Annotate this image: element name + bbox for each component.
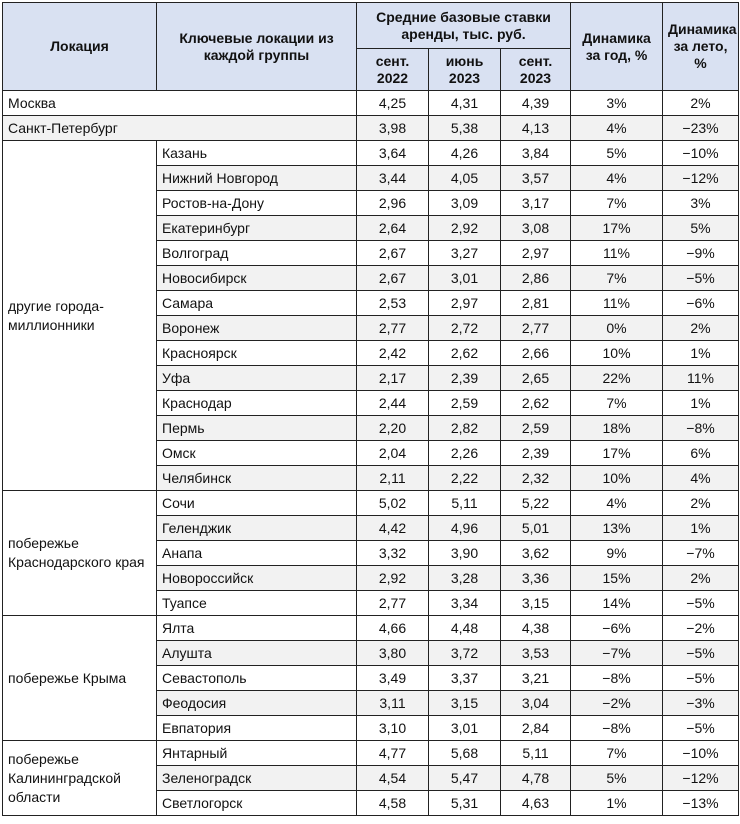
city-name: Воронеж: [157, 316, 357, 341]
value-sep-2023: 2,59: [501, 416, 571, 441]
value-sep-2023: 3,08: [501, 216, 571, 241]
city-name: Феодосия: [157, 691, 357, 716]
value-sep-2022: 3,11: [357, 691, 429, 716]
value-sep-2022: 4,54: [357, 766, 429, 791]
value-sep-2022: 2,53: [357, 291, 429, 316]
dynamics-summer: 5%: [663, 216, 739, 241]
dynamics-summer: −5%: [663, 716, 739, 741]
dynamics-year: 1%: [571, 791, 663, 816]
dynamics-summer: −12%: [663, 766, 739, 791]
dynamics-summer: −2%: [663, 616, 739, 641]
value-sep-2023: 3,36: [501, 566, 571, 591]
value-sep-2023: 3,17: [501, 191, 571, 216]
dynamics-year: 18%: [571, 416, 663, 441]
value-sep-2023: 5,11: [501, 741, 571, 766]
dynamics-year: 10%: [571, 341, 663, 366]
table-row: [3, 141, 739, 166]
value-sep-2023: 4,38: [501, 616, 571, 641]
dynamics-year: −7%: [571, 641, 663, 666]
value-sep-2023: 4,13: [501, 116, 571, 141]
table-row: [3, 91, 739, 116]
dynamics-summer: −23%: [663, 116, 739, 141]
dynamics-summer: −5%: [663, 266, 739, 291]
value-jun-2023: 3,01: [429, 266, 501, 291]
dynamics-summer: 4%: [663, 466, 739, 491]
value-sep-2022: 2,92: [357, 566, 429, 591]
value-jun-2023: 5,11: [429, 491, 501, 516]
value-jun-2023: 3,34: [429, 591, 501, 616]
location-name: Москва: [3, 91, 357, 116]
dynamics-year: −6%: [571, 616, 663, 641]
value-sep-2022: 2,64: [357, 216, 429, 241]
dynamics-year: 15%: [571, 566, 663, 591]
value-sep-2023: 3,57: [501, 166, 571, 191]
table-row: [3, 741, 739, 766]
value-jun-2023: 5,47: [429, 766, 501, 791]
value-sep-2022: 5,02: [357, 491, 429, 516]
value-sep-2022: 3,44: [357, 166, 429, 191]
value-jun-2023: 5,38: [429, 116, 501, 141]
city-name: Новосибирск: [157, 266, 357, 291]
value-sep-2023: 3,21: [501, 666, 571, 691]
city-name: Екатеринбург: [157, 216, 357, 241]
dynamics-year: 13%: [571, 516, 663, 541]
dynamics-year: 0%: [571, 316, 663, 341]
header-key-locations: Ключевые локации из каждой группы: [157, 3, 357, 91]
dynamics-year: 4%: [571, 166, 663, 191]
city-name: Туапсе: [157, 591, 357, 616]
value-sep-2022: 2,04: [357, 441, 429, 466]
header-period-sep-2022: сент. 2022: [357, 49, 429, 91]
header-period-jun-2023: июнь 2023: [429, 49, 501, 91]
value-jun-2023: 3,09: [429, 191, 501, 216]
value-jun-2023: 3,28: [429, 566, 501, 591]
dynamics-summer: 11%: [663, 366, 739, 391]
group-name: другие города-миллионники: [3, 141, 157, 491]
header-location: Локация: [3, 3, 157, 91]
city-name: Казань: [157, 141, 357, 166]
value-sep-2023: 2,77: [501, 316, 571, 341]
dynamics-year: 4%: [571, 116, 663, 141]
value-sep-2023: 5,01: [501, 516, 571, 541]
value-sep-2022: 2,77: [357, 316, 429, 341]
value-sep-2023: 2,65: [501, 366, 571, 391]
value-sep-2022: 4,58: [357, 791, 429, 816]
table-body: [3, 91, 739, 816]
group-name: побережье Крыма: [3, 616, 157, 741]
city-name: Нижний Новгород: [157, 166, 357, 191]
city-name: Анапа: [157, 541, 357, 566]
group-name: побережье Калининградской области: [3, 741, 157, 816]
value-sep-2022: 4,25: [357, 91, 429, 116]
header-dynamics-summer: Динамика за лето, %: [663, 3, 739, 91]
dynamics-summer: 1%: [663, 391, 739, 416]
value-sep-2023: 2,81: [501, 291, 571, 316]
value-jun-2023: 2,62: [429, 341, 501, 366]
value-jun-2023: 3,01: [429, 716, 501, 741]
dynamics-year: 17%: [571, 216, 663, 241]
city-name: Красноярск: [157, 341, 357, 366]
dynamics-summer: 6%: [663, 441, 739, 466]
city-name: Ростов-на-Дону: [157, 191, 357, 216]
dynamics-year: 14%: [571, 591, 663, 616]
value-sep-2022: 4,66: [357, 616, 429, 641]
dynamics-year: 11%: [571, 241, 663, 266]
rent-rates-table: [2, 2, 739, 816]
city-name: Сочи: [157, 491, 357, 516]
dynamics-summer: −9%: [663, 241, 739, 266]
group-name: побережье Краснодарского края: [3, 491, 157, 616]
dynamics-year: 4%: [571, 491, 663, 516]
location-name: Санкт-Петербург: [3, 116, 357, 141]
value-sep-2022: 3,10: [357, 716, 429, 741]
city-name: Севастополь: [157, 666, 357, 691]
dynamics-year: 7%: [571, 191, 663, 216]
city-name: Новороссийск: [157, 566, 357, 591]
value-sep-2023: 2,62: [501, 391, 571, 416]
value-jun-2023: 2,59: [429, 391, 501, 416]
dynamics-year: 3%: [571, 91, 663, 116]
dynamics-summer: 2%: [663, 91, 739, 116]
value-sep-2022: 4,77: [357, 741, 429, 766]
value-sep-2022: 4,42: [357, 516, 429, 541]
value-sep-2023: 3,04: [501, 691, 571, 716]
value-sep-2023: 3,15: [501, 591, 571, 616]
city-name: Волгоград: [157, 241, 357, 266]
city-name: Геленджик: [157, 516, 357, 541]
dynamics-summer: −3%: [663, 691, 739, 716]
dynamics-summer: 1%: [663, 516, 739, 541]
dynamics-year: 7%: [571, 266, 663, 291]
city-name: Краснодар: [157, 391, 357, 416]
value-sep-2022: 2,20: [357, 416, 429, 441]
value-sep-2023: 2,84: [501, 716, 571, 741]
value-sep-2023: 2,86: [501, 266, 571, 291]
value-jun-2023: 2,97: [429, 291, 501, 316]
value-jun-2023: 3,27: [429, 241, 501, 266]
dynamics-summer: −8%: [663, 416, 739, 441]
dynamics-summer: 3%: [663, 191, 739, 216]
value-sep-2023: 3,62: [501, 541, 571, 566]
value-jun-2023: 3,72: [429, 641, 501, 666]
value-sep-2023: 4,63: [501, 791, 571, 816]
value-jun-2023: 3,37: [429, 666, 501, 691]
value-sep-2023: 2,32: [501, 466, 571, 491]
dynamics-summer: −7%: [663, 541, 739, 566]
value-jun-2023: 2,82: [429, 416, 501, 441]
city-name: Зеленоградск: [157, 766, 357, 791]
value-sep-2023: 3,53: [501, 641, 571, 666]
value-jun-2023: 2,39: [429, 366, 501, 391]
value-jun-2023: 4,48: [429, 616, 501, 641]
dynamics-year: 9%: [571, 541, 663, 566]
value-jun-2023: 2,92: [429, 216, 501, 241]
value-jun-2023: 4,96: [429, 516, 501, 541]
header-rates: Средние базовые ставки аренды, тыс. руб.: [357, 3, 571, 49]
city-name: Челябинск: [157, 466, 357, 491]
city-name: Светлогорск: [157, 791, 357, 816]
value-jun-2023: 3,15: [429, 691, 501, 716]
dynamics-year: −8%: [571, 716, 663, 741]
value-sep-2022: 2,11: [357, 466, 429, 491]
dynamics-year: −8%: [571, 666, 663, 691]
dynamics-year: −2%: [571, 691, 663, 716]
value-sep-2023: 3,84: [501, 141, 571, 166]
value-sep-2023: 5,22: [501, 491, 571, 516]
dynamics-summer: 2%: [663, 316, 739, 341]
value-sep-2023: 4,39: [501, 91, 571, 116]
value-sep-2023: 2,97: [501, 241, 571, 266]
city-name: Пермь: [157, 416, 357, 441]
dynamics-summer: 1%: [663, 341, 739, 366]
value-sep-2022: 2,67: [357, 241, 429, 266]
dynamics-summer: −12%: [663, 166, 739, 191]
value-jun-2023: 5,31: [429, 791, 501, 816]
value-jun-2023: 3,90: [429, 541, 501, 566]
value-sep-2022: 3,64: [357, 141, 429, 166]
dynamics-summer: −10%: [663, 141, 739, 166]
value-sep-2022: 3,80: [357, 641, 429, 666]
value-jun-2023: 2,72: [429, 316, 501, 341]
dynamics-summer: −5%: [663, 666, 739, 691]
dynamics-year: 5%: [571, 141, 663, 166]
value-sep-2023: 2,66: [501, 341, 571, 366]
city-name: Евпатория: [157, 716, 357, 741]
dynamics-summer: −5%: [663, 641, 739, 666]
value-sep-2022: 2,17: [357, 366, 429, 391]
dynamics-year: 11%: [571, 291, 663, 316]
dynamics-summer: 2%: [663, 566, 739, 591]
dynamics-summer: −10%: [663, 741, 739, 766]
city-name: Самара: [157, 291, 357, 316]
city-name: Омск: [157, 441, 357, 466]
dynamics-year: 5%: [571, 766, 663, 791]
dynamics-summer: −5%: [663, 591, 739, 616]
dynamics-summer: 2%: [663, 491, 739, 516]
value-sep-2022: 2,77: [357, 591, 429, 616]
city-name: Ялта: [157, 616, 357, 641]
value-jun-2023: 5,68: [429, 741, 501, 766]
value-jun-2023: 4,05: [429, 166, 501, 191]
dynamics-year: 7%: [571, 391, 663, 416]
value-sep-2022: 2,44: [357, 391, 429, 416]
value-sep-2022: 2,42: [357, 341, 429, 366]
header-dynamics-year: Динамика за год, %: [571, 3, 663, 91]
value-sep-2022: 3,49: [357, 666, 429, 691]
dynamics-summer: −6%: [663, 291, 739, 316]
header-period-sep-2023: сент. 2023: [501, 49, 571, 91]
value-sep-2023: 2,39: [501, 441, 571, 466]
table-row: [3, 616, 739, 641]
dynamics-year: 17%: [571, 441, 663, 466]
dynamics-year: 10%: [571, 466, 663, 491]
city-name: Янтарный: [157, 741, 357, 766]
value-sep-2023: 4,78: [501, 766, 571, 791]
value-jun-2023: 4,31: [429, 91, 501, 116]
value-sep-2022: 3,32: [357, 541, 429, 566]
city-name: Уфа: [157, 366, 357, 391]
table-row: [3, 491, 739, 516]
value-jun-2023: 2,26: [429, 441, 501, 466]
value-sep-2022: 3,98: [357, 116, 429, 141]
dynamics-summer: −13%: [663, 791, 739, 816]
value-jun-2023: 2,22: [429, 466, 501, 491]
dynamics-year: 7%: [571, 741, 663, 766]
table-row: [3, 116, 739, 141]
dynamics-year: 22%: [571, 366, 663, 391]
value-jun-2023: 4,26: [429, 141, 501, 166]
value-sep-2022: 2,96: [357, 191, 429, 216]
city-name: Алушта: [157, 641, 357, 666]
value-sep-2022: 2,67: [357, 266, 429, 291]
